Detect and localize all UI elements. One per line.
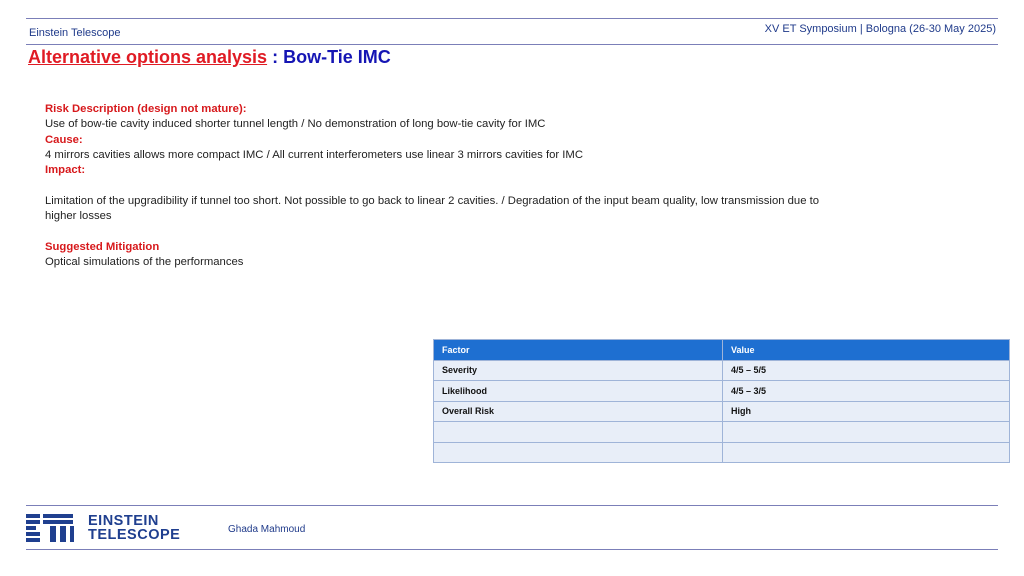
table-cell [434,442,723,463]
table-cell: High [723,401,1010,422]
header-left: Einstein Telescope [29,27,121,39]
footer-rule-top [26,505,998,506]
header-value: Value [723,340,1010,361]
cause-label: Cause: [45,133,83,146]
footer-rule-bottom [26,549,998,550]
table-cell: Likelihood [434,381,723,402]
table-cell: Overall Risk [434,401,723,422]
mitigation-label: Suggested Mitigation [45,240,160,253]
author-name: Ghada Mahmoud [228,524,306,535]
risk-label: Risk Description (design not mature): [45,103,247,115]
table-row [434,360,1010,381]
top-rule [26,18,998,19]
title-main: Alternative options analysis [28,47,268,67]
header-right: XV ET Symposium | Bologna (26-30 May 2025) [764,23,996,35]
table-row [434,381,1010,402]
logo-line-1: EINSTEIN [88,513,159,529]
mitigation-text: Optical simulations of the performances [45,255,244,268]
header-factor: Factor [434,340,723,361]
table-cell [434,422,723,443]
table-header-row [434,340,1010,361]
cause-text: 4 mirrors cavities allows more compact IMC / All current interferometers use linear 3 mirrors cavities for IMC [45,148,583,161]
table-row [434,401,1010,422]
logo-line-2: TELESCOPE [88,527,181,543]
title-sub: : Bow-Tie IMC [272,47,391,67]
logo-wordmark [88,514,180,542]
table-cell: 4/5 – 3/5 [723,381,1010,402]
table-cell [723,422,1010,443]
impact-label: Impact: [45,164,86,177]
et-logo-icon [26,514,78,542]
header-rule [26,44,998,45]
impact-text: Limitation of the upgradibility if tunnel too short. Not possible to go back to linear 2 cavities. / Degradation of the input beam quality, low transmission due to higher losses [45,194,820,223]
table-row [434,422,1010,443]
risk-content [45,102,845,270]
risk-table [433,339,1010,463]
table-cell [723,442,1010,463]
table-cell: Severity [434,360,723,381]
table-cell: 4/5 – 5/5 [723,360,1010,381]
page-title [28,47,391,68]
risk-text: Use of bow-tie cavity induced shorter tunnel length / No demonstration of long bow-tie cavity for IMC [45,118,546,131]
table-row [434,442,1010,463]
